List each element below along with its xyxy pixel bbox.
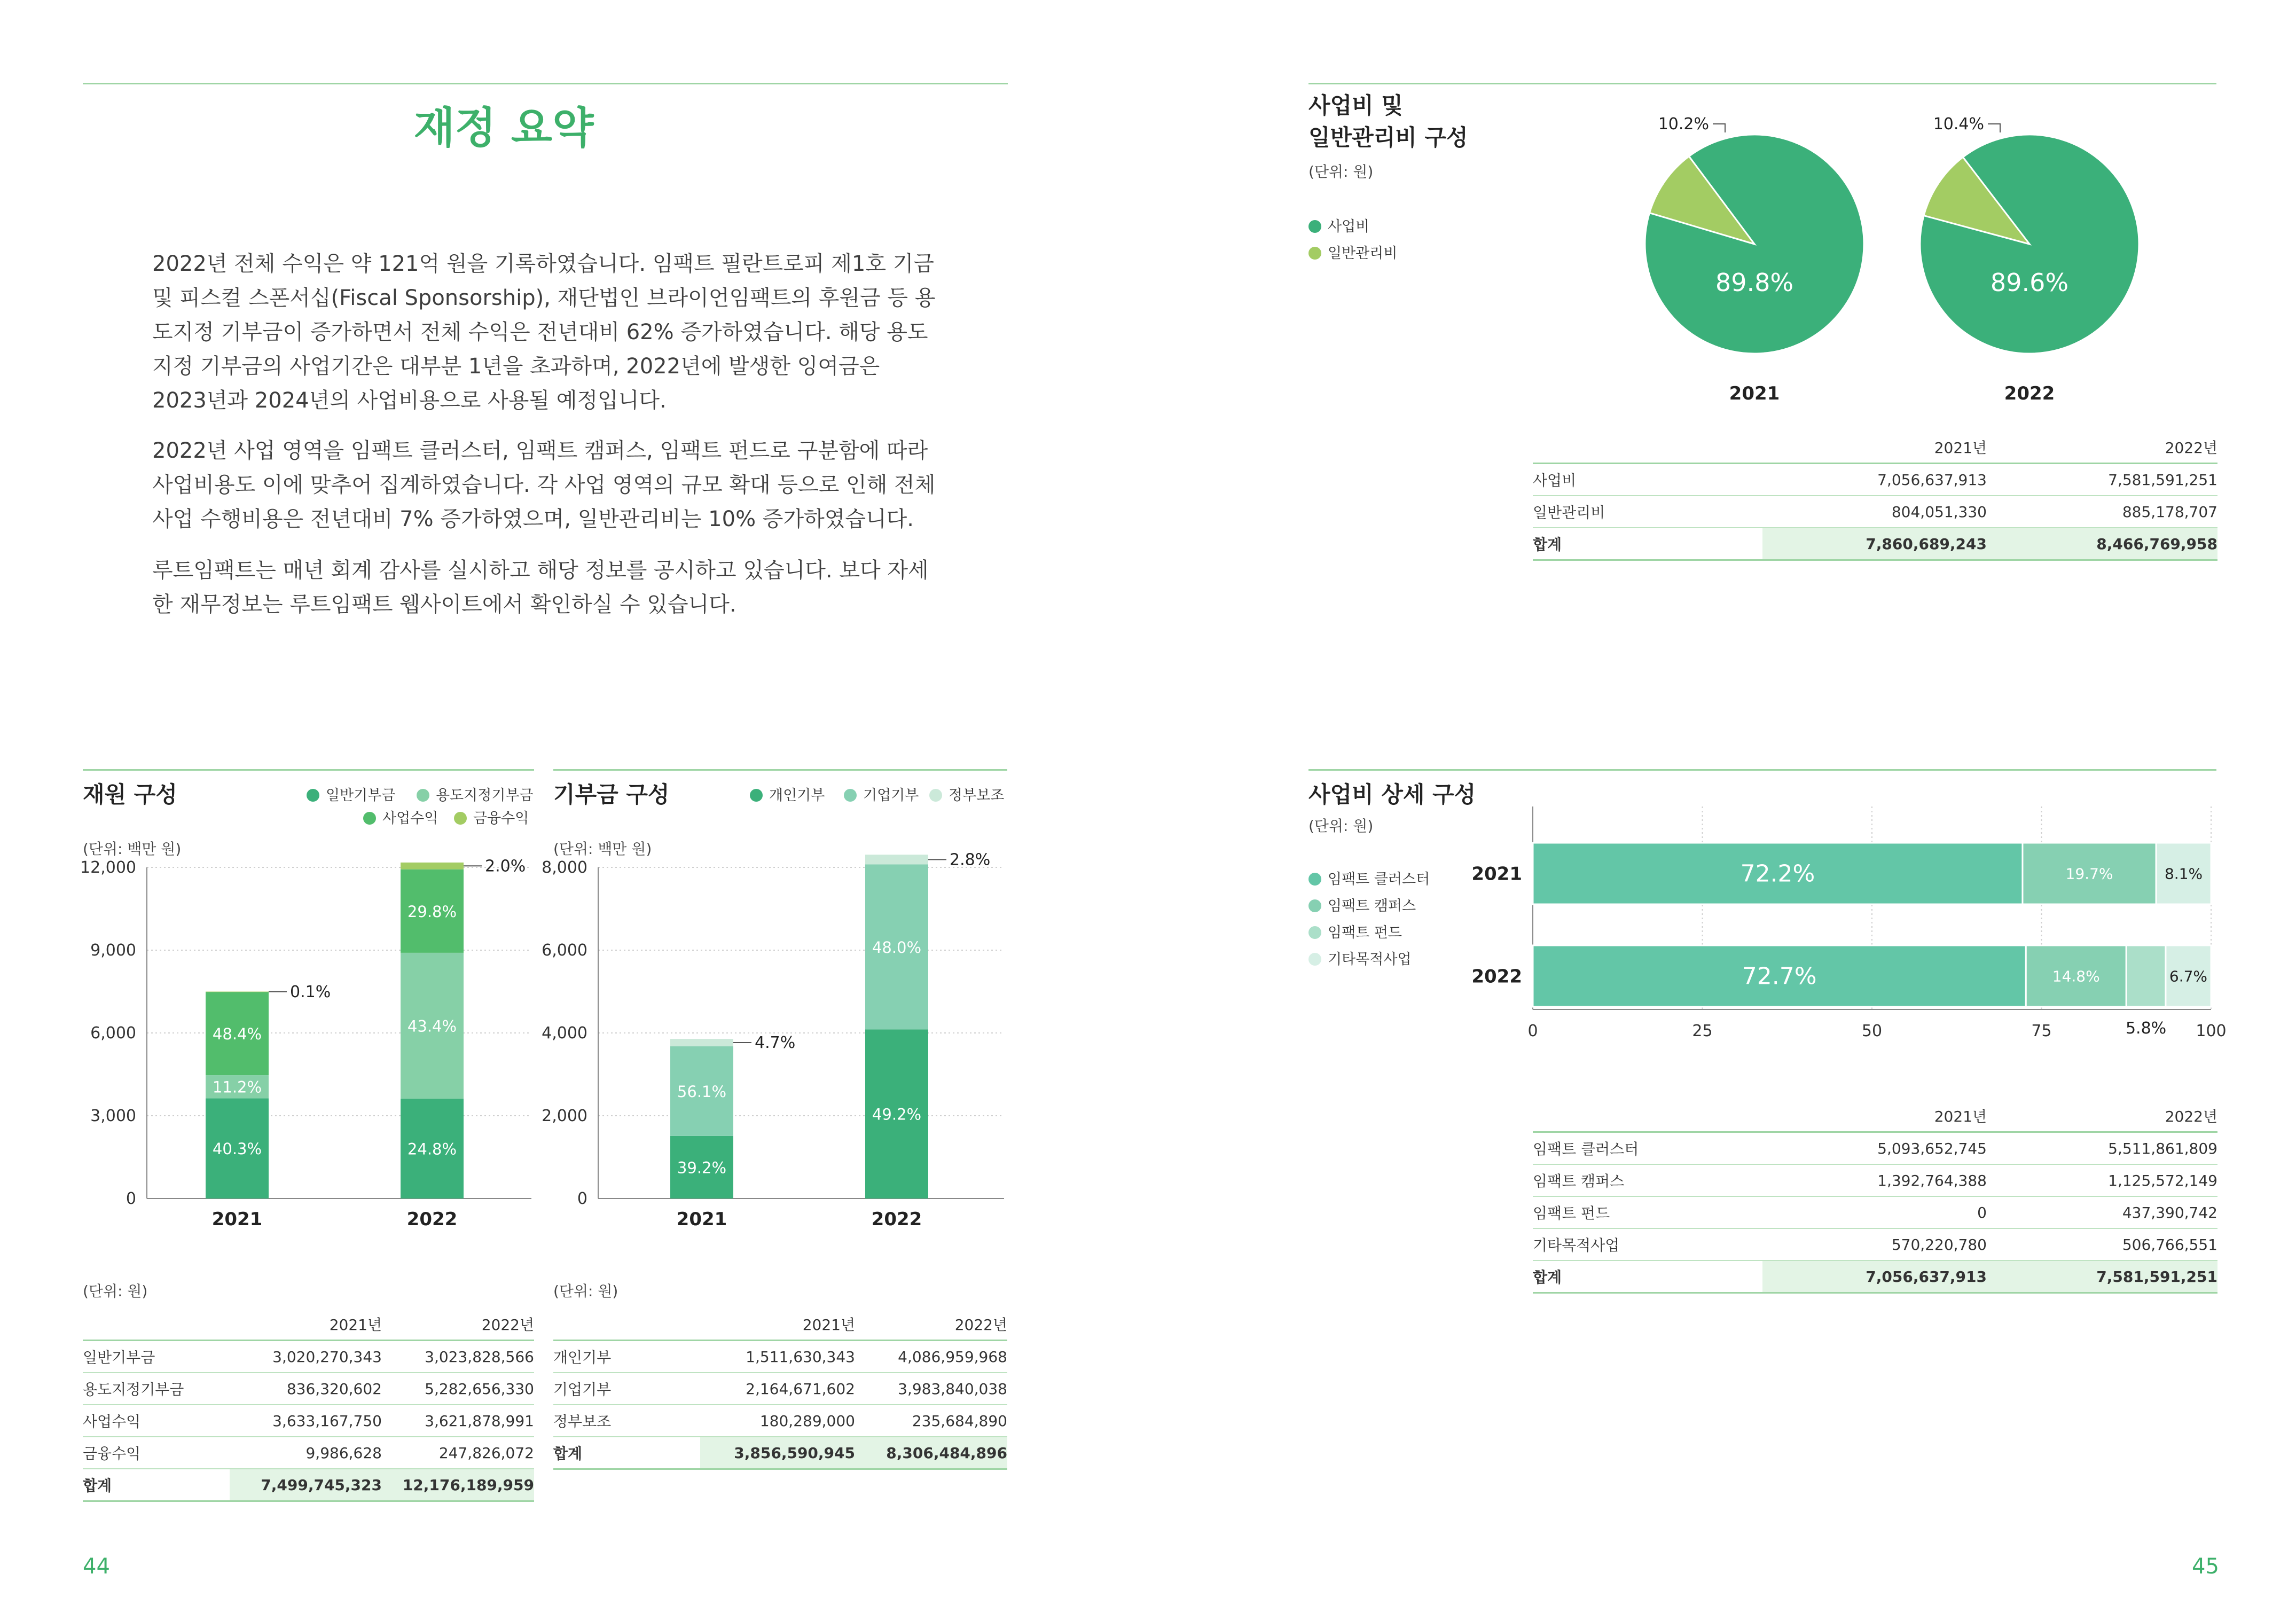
revenue-table-unit: (단위: 원) bbox=[83, 1282, 148, 1300]
donation-chart-title: 기부금 구성 bbox=[553, 781, 670, 808]
y-tick-label: 6,000 bbox=[542, 941, 587, 960]
pie-small-label: 10.4% bbox=[1933, 115, 1984, 134]
x-category-label: 2022 bbox=[871, 1209, 922, 1230]
legend-dot bbox=[454, 812, 467, 825]
revenue-table bbox=[83, 1309, 534, 1502]
business-rule bbox=[1308, 769, 2216, 771]
table-total-row: 합계 3,856,590,945 8,306,484,896 bbox=[553, 1437, 1007, 1469]
data-label: 6.7% bbox=[2169, 967, 2208, 985]
x-category-label: 2021 bbox=[676, 1209, 727, 1230]
table-row: 기타목적사업 570,220,780 506,766,551 bbox=[1533, 1228, 2217, 1260]
summary-paragraph-3: 루트임팩트는 매년 회계 감사를 실시하고 해당 정보를 공시하고 있습니다. 보다 자세한 재무정보는 루트임팩트 웹사이트에서 확인하실 수 있습니다. bbox=[152, 558, 929, 617]
business-table bbox=[1533, 1100, 2217, 1294]
data-label: 56.1% bbox=[677, 1082, 727, 1101]
revenue-unit: (단위: 백만 원) bbox=[83, 840, 182, 858]
legend-other-purpose: 기타목적사업 bbox=[1308, 947, 1412, 968]
table-row: 사업비 7,056,637,913 7,581,591,251 bbox=[1533, 464, 2217, 496]
data-label: 48.0% bbox=[872, 938, 922, 957]
data-label: 11.2% bbox=[212, 1078, 262, 1097]
table-row: 일반관리비 804,051,330 885,178,707 bbox=[1533, 496, 2217, 528]
data-label: 29.8% bbox=[407, 902, 457, 921]
donation-unit: (단위: 백만 원) bbox=[553, 840, 652, 858]
expense-pie-charts bbox=[1602, 101, 2163, 422]
expense-table bbox=[1533, 432, 2217, 561]
table-row: 금융수익 9,986,628 247,826,072 bbox=[83, 1437, 534, 1469]
legend-dot bbox=[844, 789, 857, 802]
x-tick-label: 0 bbox=[1527, 1022, 1538, 1040]
legend-dot bbox=[750, 789, 763, 802]
y-category-label: 2021 bbox=[1471, 863, 1522, 885]
y-tick-label: 3,000 bbox=[90, 1107, 136, 1125]
y-tick-label: 2,000 bbox=[542, 1107, 587, 1125]
legend-dot bbox=[1308, 873, 1321, 886]
pie-small-label: 10.2% bbox=[1658, 115, 1709, 134]
table-header-row: 2021년 2022년 bbox=[1533, 1100, 2217, 1132]
data-label: 19.7% bbox=[2065, 865, 2113, 883]
legend-impact-campus: 임팩트 캠퍼스 bbox=[1308, 894, 1416, 915]
legend-business-expense: 사업비 bbox=[1308, 215, 1369, 236]
legend-dot bbox=[929, 789, 942, 802]
legend-business-income: 사업수익 bbox=[363, 806, 438, 827]
donation-stacked-bar-chart bbox=[542, 850, 1009, 1244]
page-number-right: 45 bbox=[2192, 1554, 2219, 1579]
revenue-stacked-bar-chart bbox=[75, 857, 539, 1244]
data-label: 0.1% bbox=[290, 982, 331, 1001]
legend-dot bbox=[417, 789, 429, 802]
bar-segment bbox=[670, 1039, 733, 1046]
page-number-left: 44 bbox=[83, 1554, 110, 1579]
x-category-label: 2022 bbox=[406, 1209, 458, 1230]
data-label: 2.8% bbox=[950, 850, 991, 870]
page-title: 재정 요약 bbox=[413, 103, 594, 153]
legend-general-donation: 일반기부금 bbox=[307, 784, 395, 804]
donation-table bbox=[553, 1309, 1007, 1470]
data-label: 2.0% bbox=[485, 857, 526, 876]
table-row: 임팩트 클러스터 5,093,652,745 5,511,861,809 bbox=[1533, 1132, 2217, 1165]
pie-main-label: 89.6% bbox=[1990, 268, 2069, 297]
table-header-row: 2021년 2022년 bbox=[1533, 432, 2217, 464]
data-label: 72.7% bbox=[1742, 962, 1817, 990]
data-label: 14.8% bbox=[2052, 967, 2100, 985]
legend-dot bbox=[363, 812, 376, 825]
table-row: 용도지정기부금 836,320,602 5,282,656,330 bbox=[83, 1373, 534, 1405]
table-total-row: 합계 7,860,689,243 8,466,769,958 bbox=[1533, 528, 2217, 560]
data-label: 43.4% bbox=[407, 1017, 457, 1036]
business-horizontal-bar-chart bbox=[1463, 796, 2232, 1084]
y-tick-label: 0 bbox=[577, 1189, 587, 1208]
x-tick-label: 50 bbox=[1861, 1022, 1883, 1040]
table-row: 개인기부 1,511,630,343 4,086,959,968 bbox=[553, 1341, 1007, 1373]
y-tick-label: 6,000 bbox=[90, 1024, 136, 1043]
data-label: 39.2% bbox=[677, 1158, 727, 1177]
leader-line bbox=[1713, 124, 1725, 132]
data-label: 40.3% bbox=[212, 1140, 262, 1158]
expense-unit: (단위: 원) bbox=[1308, 163, 1374, 181]
legend-dot bbox=[1308, 953, 1321, 966]
pie-main-label: 89.8% bbox=[1715, 268, 1794, 297]
pie-year-label: 2021 bbox=[1729, 383, 1780, 404]
expense-title-line2: 일반관리비 구성 bbox=[1308, 124, 1468, 151]
table-row: 기업기부 2,164,671,602 3,983,840,038 bbox=[553, 1373, 1007, 1405]
legend-government: 정부보조 bbox=[929, 784, 1004, 804]
y-tick-label: 12,000 bbox=[80, 858, 136, 877]
legend-admin-expense: 일반관리비 bbox=[1308, 241, 1397, 262]
revenue-chart-title: 재원 구성 bbox=[83, 781, 177, 808]
legend-dot bbox=[307, 789, 319, 802]
table-row: 임팩트 펀드 0 437,390,742 bbox=[1533, 1196, 2217, 1228]
y-category-label: 2022 bbox=[1471, 966, 1522, 988]
table-total-row: 합계 7,056,637,913 7,581,591,251 bbox=[1533, 1260, 2217, 1293]
table-header-row: 2021년 2022년 bbox=[83, 1309, 534, 1341]
legend-corporate: 기업기부 bbox=[844, 784, 919, 804]
legend-impact-fund: 임팩트 펀드 bbox=[1308, 921, 1402, 942]
summary-paragraph-2: 2022년 사업 영역을 임팩트 클러스터, 임팩트 캠퍼스, 임팩트 펀드로 구분함에 따라 사업비용도 이에 맞추어 집계하였습니다. 각 사업 영역의 규모 확대 등으로 인해 전체 사업 수행비용은 전년대비 7% 증가하였으며, 일반관리비는 10% 증가하였습니다. bbox=[152, 438, 936, 531]
data-label: 5.8% bbox=[2125, 1019, 2167, 1038]
x-tick-label: 75 bbox=[2031, 1022, 2052, 1040]
x-category-label: 2021 bbox=[211, 1209, 263, 1230]
x-tick-label: 25 bbox=[1692, 1022, 1713, 1040]
y-tick-label: 0 bbox=[126, 1189, 136, 1208]
table-row: 일반기부금 3,020,270,343 3,023,828,566 bbox=[83, 1341, 534, 1373]
table-total-row: 합계 7,499,745,323 12,176,189,959 bbox=[83, 1469, 534, 1501]
data-label: 49.2% bbox=[872, 1105, 922, 1124]
table-row: 임팩트 캠퍼스 1,392,764,388 1,125,572,149 bbox=[1533, 1164, 2217, 1196]
table-header-row: 2021년 2022년 bbox=[553, 1309, 1007, 1341]
pie-year-label: 2022 bbox=[2004, 383, 2055, 404]
top-rule-left bbox=[83, 83, 1008, 84]
business-unit: (단위: 원) bbox=[1308, 817, 1374, 835]
revenue-rule bbox=[83, 769, 534, 771]
bar-segment bbox=[2126, 945, 2166, 1007]
legend-individual: 개인기부 bbox=[750, 784, 825, 804]
data-label: 24.8% bbox=[407, 1140, 457, 1158]
data-label: 8.1% bbox=[2164, 865, 2203, 883]
legend-dot bbox=[1308, 247, 1321, 260]
legend-designated-donation: 용도지정기부금 bbox=[417, 784, 534, 804]
bar-segment bbox=[865, 855, 928, 864]
summary-paragraph-1: 2022년 전체 수익은 약 121억 원을 기록하였습니다. 임팩트 필란트로피 제1호 기금 및 피스컬 스폰서십(Fiscal Sponsorship), 재단법인 브라이언임팩트의 후원금 등 용도지정 기부금이 증가하면서 전체 수익은 전년대비 62% 증가하였습니다. 해당 용도지정 기부금의 사업기간은 대부분 1년을 초과하며, 2022년에 발생한 잉여금은 2023년과 2024년의 사업비용으로 사용될 예정입니다. bbox=[152, 252, 936, 413]
legend-dot bbox=[1308, 220, 1321, 233]
top-rule-right bbox=[1308, 83, 2216, 84]
table-row: 정부보조 180,289,000 235,684,890 bbox=[553, 1405, 1007, 1437]
table-row: 사업수익 3,633,167,750 3,621,878,991 bbox=[83, 1405, 534, 1437]
expense-title-line1: 사업비 및 bbox=[1308, 92, 1403, 119]
legend-financial-income: 금융수익 bbox=[454, 806, 529, 827]
data-label: 48.4% bbox=[212, 1025, 262, 1044]
business-chart-title: 사업비 상세 구성 bbox=[1308, 781, 1476, 808]
y-tick-label: 8,000 bbox=[542, 858, 587, 877]
legend-dot bbox=[1308, 899, 1321, 912]
leader-line bbox=[1988, 124, 2000, 132]
x-tick-label: 100 bbox=[2196, 1022, 2227, 1040]
donation-rule bbox=[553, 769, 1007, 771]
legend-impact-cluster: 임팩트 클러스터 bbox=[1308, 867, 1430, 888]
y-tick-label: 4,000 bbox=[542, 1024, 587, 1043]
y-tick-label: 9,000 bbox=[90, 941, 136, 960]
data-label: 4.7% bbox=[755, 1033, 796, 1053]
donation-table-unit: (단위: 원) bbox=[553, 1282, 618, 1300]
data-label: 72.2% bbox=[1740, 860, 1815, 888]
legend-dot bbox=[1308, 926, 1321, 939]
bar-segment bbox=[401, 863, 464, 870]
